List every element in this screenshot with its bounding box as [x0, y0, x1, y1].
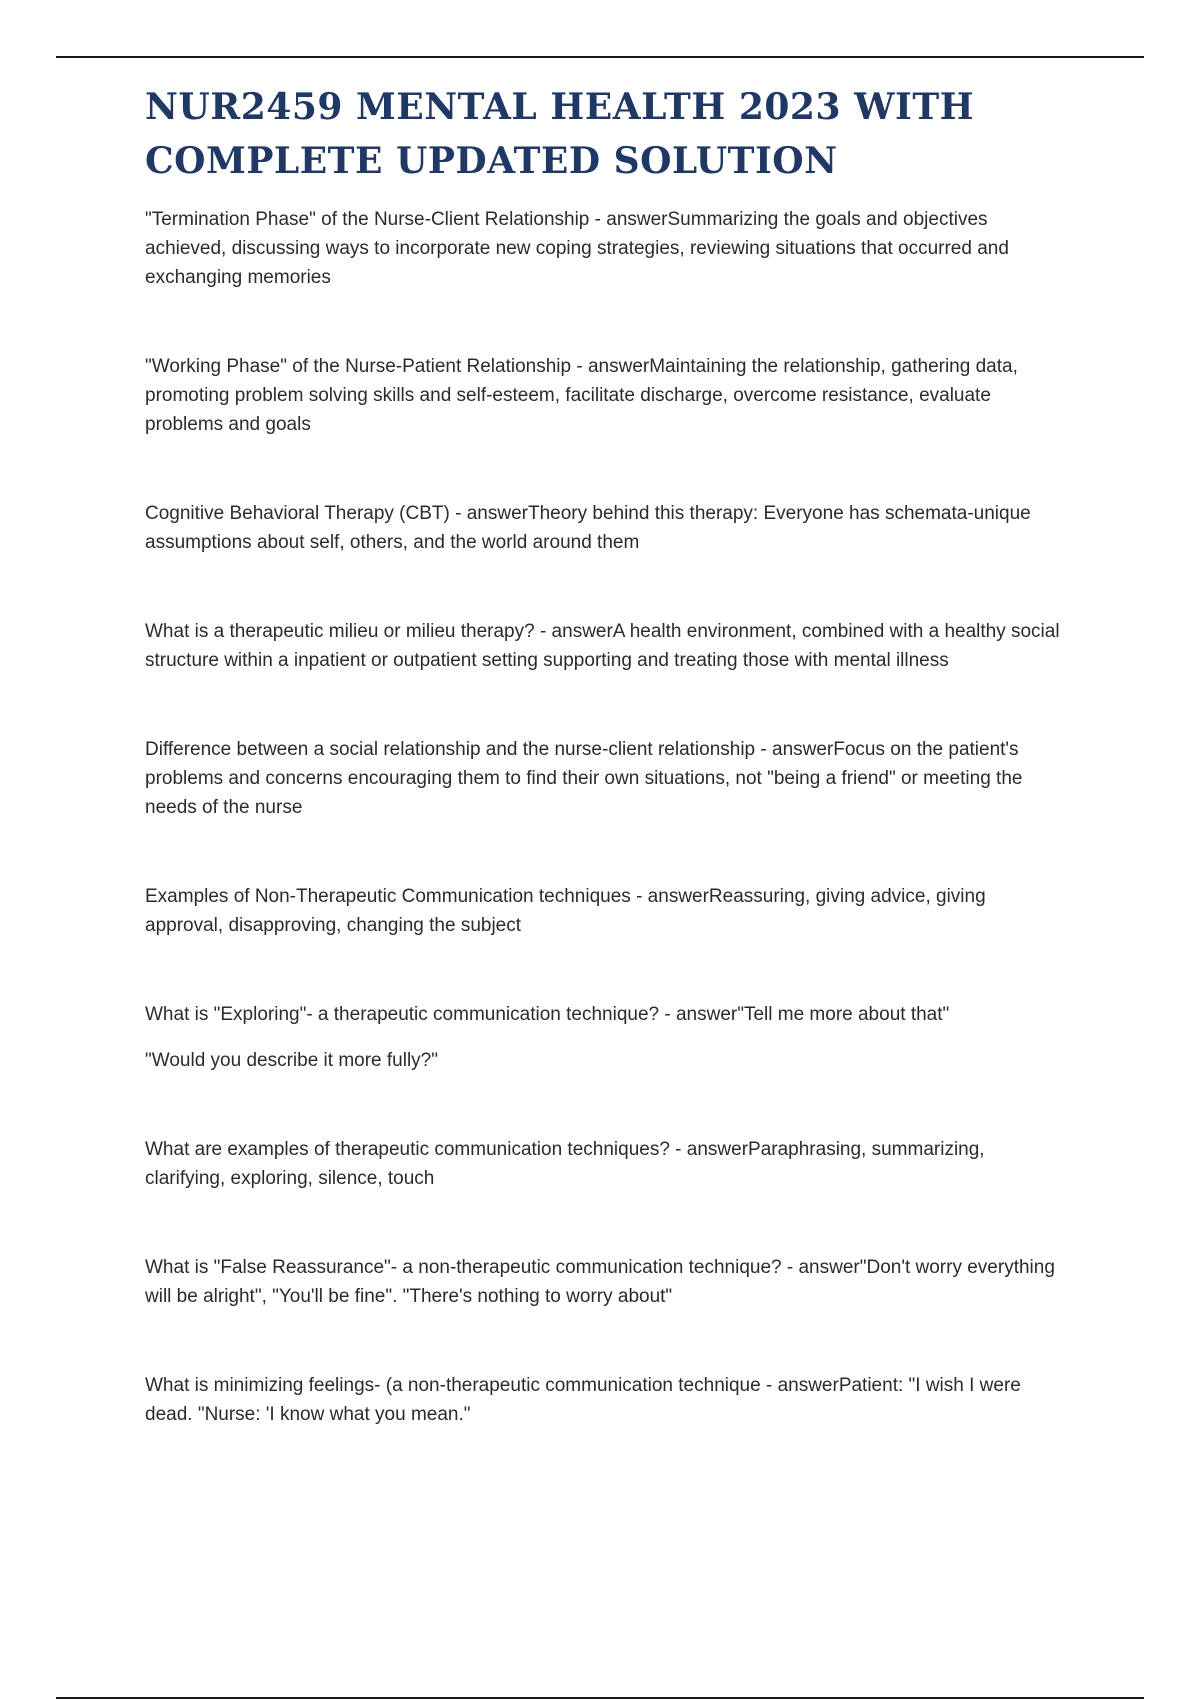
qa-entry-text: "Working Phase" of the Nurse-Patient Relationship - answerMaintaining the relationship, gathering data, promoting problem solving skills and self-esteem, facilitate discharge, overcome resistance, evaluate problems and goals	[145, 356, 1018, 435]
qa-entry-therapeutic-examples	[145, 1135, 1060, 1193]
qa-list	[145, 205, 1060, 1429]
qa-entry-text: What is a therapeutic milieu or milieu therapy? - answerA health environment, combined with a healthy social structure within a inpatient or outpatient setting supporting and treating those with mental illness	[145, 621, 1060, 671]
qa-entry-text: What is minimizing feelings- (a non-therapeutic communication technique - answerPatient: "I wish I were dead. "Nurse: 'I know what you mean."	[145, 1375, 1021, 1425]
qa-entry-social-vs-nurse-client	[145, 735, 1060, 822]
qa-entry-text: Difference between a social relationship and the nurse-client relationship - answerFocus on the patient's problems and concerns encouraging them to find their own situations, not "being a friend" or meeting the needs of the nurse	[145, 739, 1023, 818]
qa-entry-text: What is "False Reassurance"- a non-therapeutic communication technique? - answer"Don't worry everything will be alright", "You'll be fine". "There's nothing to worry about"	[145, 1257, 1055, 1307]
qa-entry-text: What is "Exploring"- a therapeutic communication technique? - answer"Tell me more about that"	[145, 1004, 950, 1025]
top-divider	[56, 56, 1144, 58]
qa-entry-working-phase	[145, 352, 1060, 439]
qa-entry-text: What are examples of therapeutic communication techniques? - answerParaphrasing, summarizing, clarifying, exploring, silence, touch	[145, 1139, 985, 1189]
qa-entry-non-therapeutic-examples	[145, 882, 1060, 940]
qa-entry-milieu-therapy	[145, 617, 1060, 675]
qa-entry-minimizing-feelings	[145, 1371, 1060, 1429]
bottom-divider	[56, 1697, 1144, 1699]
qa-entry-extra-text: "Would you describe it more fully?"	[145, 1050, 438, 1071]
qa-entry-text: Cognitive Behavioral Therapy (CBT) - answerTheory behind this therapy: Everyone has schemata-unique assumptions about self, others, and the world around them	[145, 503, 1031, 553]
qa-entry-exploring	[145, 1000, 1060, 1075]
qa-entry-text: "Termination Phase" of the Nurse-Client Relationship - answerSummarizing the goals and objectives achieved, discussing ways to incorporate new coping strategies, reviewing situations that occurred and exchanging memories	[145, 209, 1009, 288]
qa-entry-text: Examples of Non-Therapeutic Communication techniques - answerReassuring, giving advice, giving approval, disapproving, changing the subject	[145, 886, 986, 936]
document-title: NUR2459 MENTAL HEALTH 2023 WITH COMPLETE UPDATED SOLUTION	[145, 86, 975, 182]
qa-entry-cbt	[145, 499, 1060, 557]
qa-entry-termination-phase	[145, 205, 1060, 292]
qa-entry-false-reassurance	[145, 1253, 1060, 1311]
